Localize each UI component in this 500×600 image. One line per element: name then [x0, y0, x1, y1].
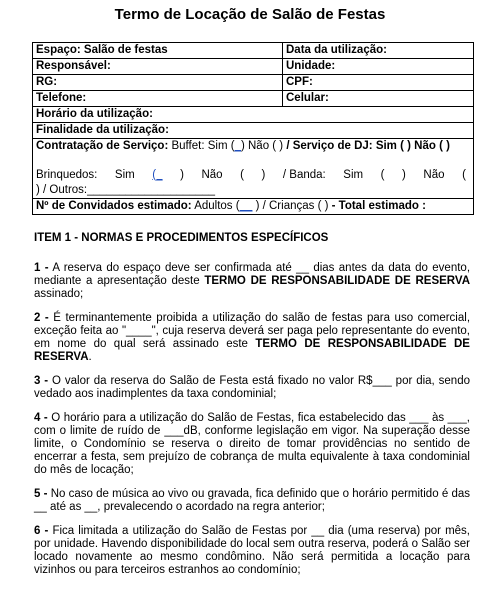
- toys-no-label: Não: [201, 169, 223, 181]
- rule-bold-text: TERMO DE RESPONSABILIDADE DE RESERVA: [34, 338, 470, 363]
- services-label: Contratação de Serviço:: [36, 140, 169, 152]
- band-yes-label: Sim: [343, 169, 364, 181]
- responsible-field[interactable]: Responsável:: [33, 59, 283, 74]
- rg-field[interactable]: RG:: [33, 75, 283, 90]
- rule-item: [34, 412, 470, 477]
- rule-text-end: assinado;: [34, 288, 84, 300]
- toys-label: Brinquedos:: [36, 169, 98, 181]
- rule-text: No caso de música ao vivo ou gravada, fica definido que o horário permitido é das __ até as __, prevalecendo o acordado na regra anterior;: [34, 488, 470, 513]
- document-title: Termo de Locação de Salão de Festas: [114, 6, 386, 23]
- rule-item: [34, 488, 470, 514]
- guests-field: [33, 199, 473, 214]
- form-row-phone: [33, 91, 473, 107]
- rule-text: A reserva do espaço deve ser confirmada até __ dias antes da data do evento, mediante a apresentação deste: [34, 262, 471, 287]
- date-field[interactable]: Data da utilização:: [286, 44, 387, 56]
- band-yes-open[interactable]: (: [380, 169, 385, 181]
- form-row-responsible: [33, 59, 473, 75]
- rule-number: 3 -: [34, 375, 49, 387]
- rule-number: 5 -: [34, 488, 48, 500]
- cellphone-field[interactable]: Celular:: [286, 92, 329, 104]
- form-row-space: [33, 43, 473, 59]
- buffet-yes-input[interactable]: _: [234, 140, 241, 152]
- toys-no-open[interactable]: (: [240, 169, 244, 181]
- toys-yes-close: ): [180, 169, 184, 181]
- toys-no-close: ): [261, 169, 266, 181]
- form-row-guests: [33, 199, 473, 214]
- rule-number: 6 -: [34, 525, 49, 537]
- usage-purpose-field[interactable]: Finalidade da utilização:: [36, 124, 169, 136]
- services-line-1: [36, 139, 470, 154]
- usage-time-field[interactable]: Horário da utilização:: [36, 108, 153, 120]
- adults-input[interactable]: __: [239, 200, 253, 212]
- rule-text: O horário para a utilização do Salão de Festas, fica estabelecido das ___ às ___, com o limite de ruído de ___dB, conforme legislação em vigor. Na superação desse limite, o Condomínio se reserva o direito de tomar providências no sentido de encerrar a festa, sem prejuízo de cobrança de multa equivalente à taxa condominial do mês de locação;: [34, 412, 470, 476]
- document-body: [34, 232, 470, 588]
- dj-option: / Serviço de DJ: Sim ( ) Não ( ): [283, 140, 450, 152]
- toys-yes-input[interactable]: (_: [152, 169, 163, 181]
- rule-number: 2 -: [34, 312, 49, 324]
- buffet-no-option: ) Não ( ): [240, 140, 284, 152]
- form-row-services: [33, 139, 473, 199]
- children-label[interactable]: ) / Crianças ( ): [252, 200, 332, 212]
- section-title: ITEM 1 - NORMAS E PROCEDIMENTOS ESPECÍFICOS: [34, 232, 329, 244]
- guests-label: Nº de Convidados estimado:: [36, 200, 192, 212]
- buffet-option: Buffet: Sim (: [168, 140, 235, 152]
- rule-number: 4 -: [34, 412, 48, 424]
- rule-item: [34, 525, 470, 577]
- form-row-time: [33, 107, 473, 123]
- rule-item: [34, 312, 470, 364]
- rental-form-table: [32, 42, 474, 215]
- total-label[interactable]: - Total estimado :: [331, 200, 426, 212]
- unit-field[interactable]: Unidade:: [286, 60, 336, 72]
- band-no-open[interactable]: (: [462, 169, 466, 181]
- rule-item: [34, 375, 470, 401]
- rule-bold-text: TERMO DE RESPONSABILIDADE DE RESERVA: [204, 275, 471, 287]
- rule-text: Fica limitada a utilização do Salão de Festas por __ dia (uma reserva) por mês, por unidade. Havendo disponibilidade do local sem outra reserva, poderá o Salão ser locado novamente ao mesmo condômino. Não será permitida a locação para vizinhos ou para terceiros estranhos ao condomínio;: [34, 525, 470, 576]
- rule-number: 1 -: [34, 262, 49, 274]
- adults-label: Adultos (: [191, 200, 240, 212]
- band-no-label: Não: [423, 169, 445, 181]
- rule-text: O valor da reserva do Salão de Festa está fixado no valor R$___ por dia, sendo vedado aos inadimplentes da taxa condominial;: [34, 375, 470, 400]
- space-field[interactable]: Espaço: Salão de festas: [33, 43, 283, 58]
- rule-text-end: .: [88, 351, 92, 363]
- rules-list: [34, 262, 470, 577]
- toys-yes-label: Sim: [114, 169, 135, 181]
- services-line-2: [36, 168, 470, 183]
- cpf-field[interactable]: CPF:: [286, 76, 313, 88]
- band-yes-close: ): [402, 169, 406, 181]
- band-label: / Banda:: [282, 169, 326, 181]
- phone-field[interactable]: Telefone:: [33, 91, 283, 106]
- services-line-3[interactable]: ) / Outros:____________________: [36, 184, 216, 196]
- rule-item: [34, 262, 470, 301]
- form-row-id: [33, 75, 473, 91]
- rule-text: É terminantemente proibida a utilização do salão de festas para uso comercial, exceção feita ao "____", cuja reserva deverá ser paga pelo representante do evento, em nome do qual será assinado este: [34, 312, 471, 350]
- form-row-purpose: [33, 123, 473, 139]
